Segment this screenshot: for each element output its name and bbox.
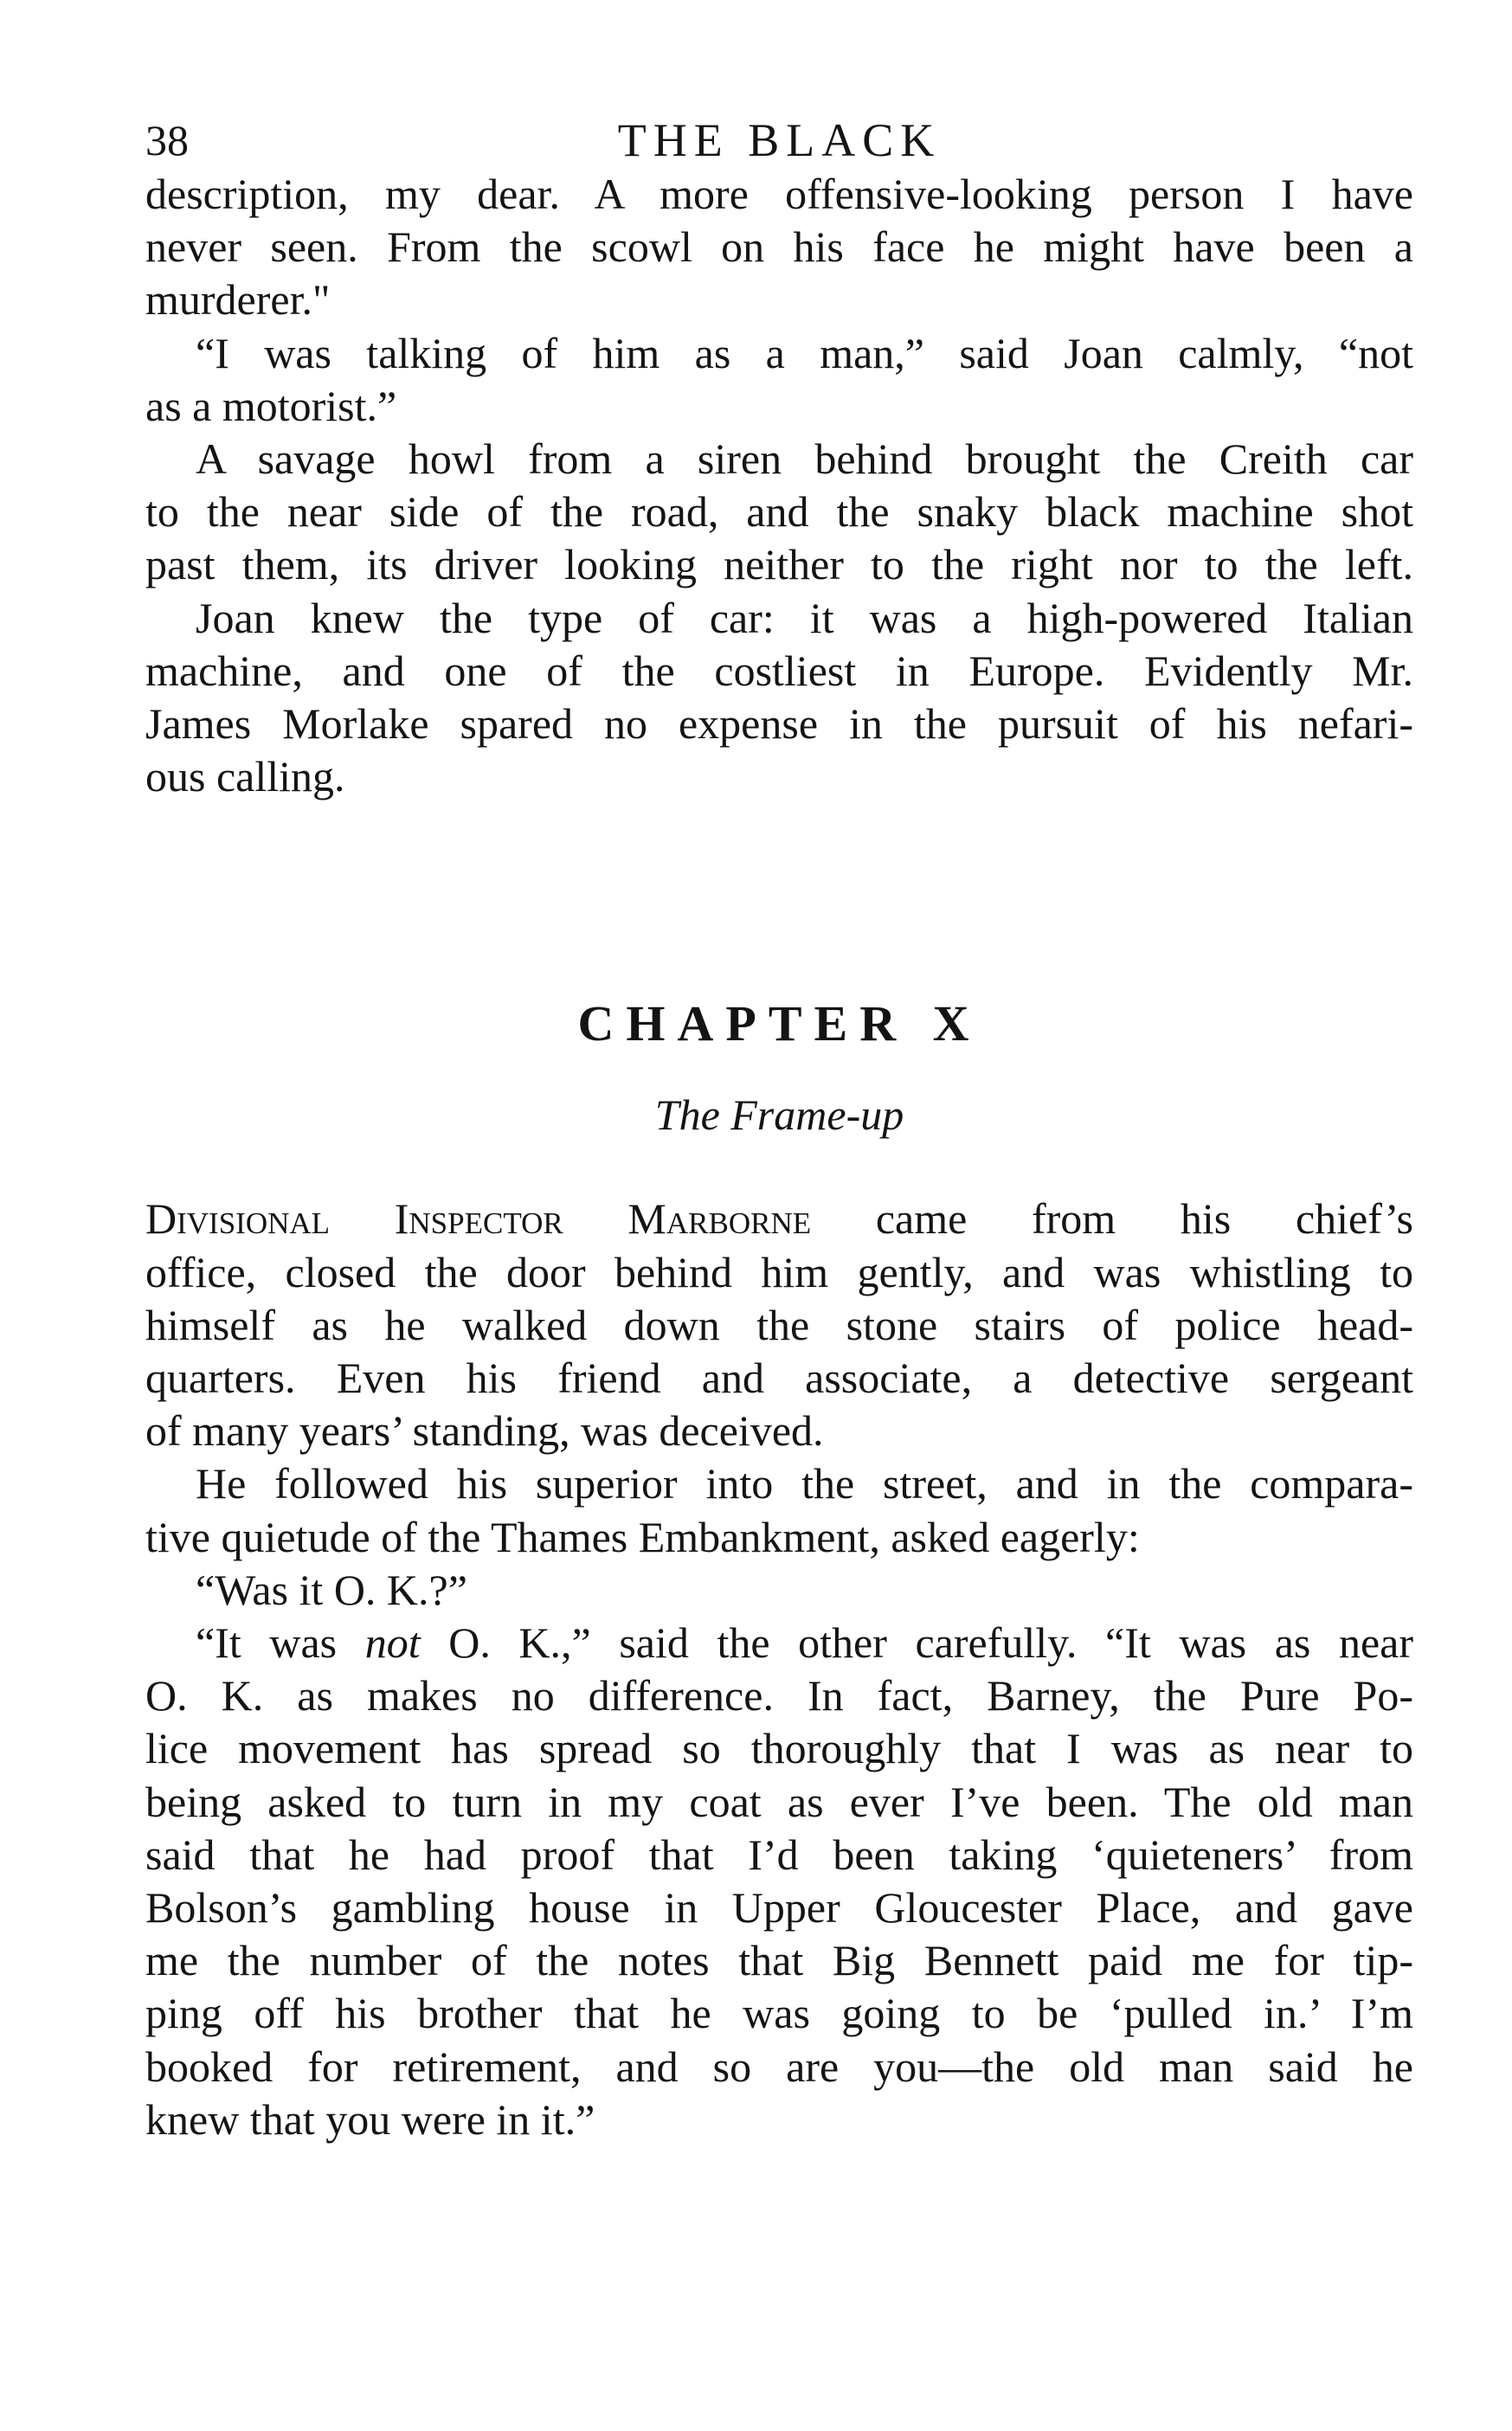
text-line: of many years’ standing, was deceived. <box>145 1406 824 1456</box>
paragraph <box>145 433 1413 592</box>
text-after-chapter <box>145 1193 1413 2146</box>
paragraph <box>145 592 1413 804</box>
text-line <box>145 1617 1413 1669</box>
book-page <box>145 113 1413 2146</box>
paragraph <box>145 1564 1413 1617</box>
paragraph <box>145 1457 1413 1563</box>
chapter-heading: CHAPTER X <box>577 995 981 1052</box>
text-line <box>145 1193 1413 1245</box>
text-line: to the near side of the road, and the snaky black machine shot <box>145 487 1413 537</box>
text-before-chapter <box>145 168 1413 803</box>
text-line: description, my dear. A more offensive-looking person I have <box>145 170 1413 218</box>
text-line: booked for retirement, and so are you—the old man said he <box>145 2042 1413 2091</box>
text-line: tive quietude of the Thames Embankment, asked eagerly: <box>145 1512 1140 1561</box>
text-fragment: O. K.,” said the other carefully. “It was as near <box>420 1618 1413 1668</box>
text-line: quarters. Even his friend and associate, a detective sergeant <box>145 1354 1413 1403</box>
text-line: past them, its driver looking neither to the right nor to the left. <box>145 540 1413 589</box>
paragraph <box>145 168 1413 327</box>
running-head <box>145 113 1413 168</box>
text-line: A savage howl from a siren behind brought the Creith car <box>196 434 1413 484</box>
text-fragment: “It was <box>196 1618 365 1668</box>
chapter-title-block <box>145 994 1413 1141</box>
text-line: He followed his superior into the street, and in the compara- <box>196 1459 1413 1508</box>
text-line: “Was it O. K.?” <box>196 1565 467 1614</box>
text-line: ous calling. <box>145 752 345 801</box>
text-line: ping off his brother that he was going to be ‘pulled in.’ I’m <box>145 1989 1413 2038</box>
text-line: machine, and one of the costliest in Europe. Evidently Mr. <box>145 646 1413 695</box>
running-title: THE BLACK <box>617 114 942 166</box>
text-fragment: came from his chief’s <box>811 1194 1414 1244</box>
text-line: Joan knew the type of car: it was a high-powered Italian <box>196 593 1413 642</box>
emphasis-text: not <box>364 1618 421 1668</box>
page-number: 38 <box>145 116 189 164</box>
smallcaps-lead: Divisional Inspector Marborne <box>145 1194 812 1244</box>
text-line: as a motorist.” <box>145 381 397 430</box>
text-line: O. K. as makes no difference. In fact, Barney, the Pure Po- <box>145 1671 1413 1720</box>
text-line: James Morlake spared no expense in the pursuit of his nefari- <box>145 699 1413 749</box>
text-line: himself as he walked down the stone stairs of police head- <box>145 1300 1413 1349</box>
chapter-subtitle: The Frame-up <box>654 1090 904 1140</box>
text-line: “I was talking of him as a man,” said Joan calmly, “not <box>196 328 1413 377</box>
opening-paragraph <box>145 1193 1413 1457</box>
text-line: me the number of the notes that Big Bennett paid me for tip- <box>145 1936 1413 1985</box>
text-line: never seen. From the scowl on his face he might have been a <box>145 222 1413 272</box>
text-line: lice movement has spread so thoroughly that I was as near to <box>145 1724 1413 1773</box>
text-line: office, closed the door behind him gently, and was whistling to <box>145 1247 1413 1296</box>
reply-paragraph <box>145 1617 1413 2146</box>
text-line: murderer." <box>145 275 331 325</box>
text-line: being asked to turn in my coat as ever I’ve been. The old man <box>145 1777 1413 1826</box>
text-line: said that he had proof that I’d been taking ‘quieteners’ from <box>145 1830 1413 1879</box>
text-line: Bolson’s gambling house in Upper Gloucester Place, and gave <box>145 1883 1413 1933</box>
text-line: knew that you were in it.” <box>145 2094 595 2144</box>
paragraph <box>145 327 1413 433</box>
